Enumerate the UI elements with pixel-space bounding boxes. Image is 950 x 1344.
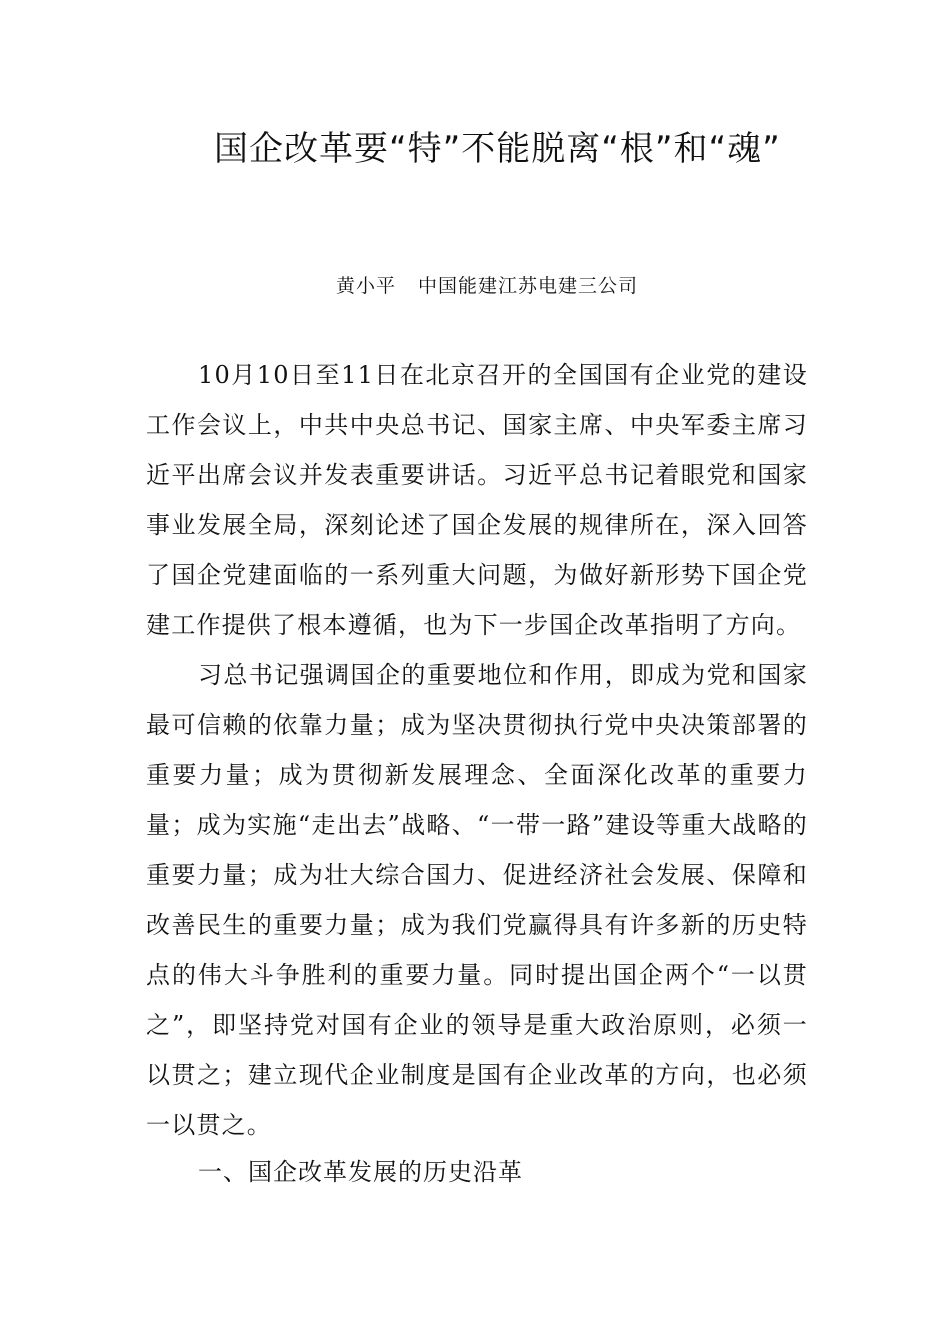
document-title: 国企改革要“特”不能脱离“根”和“魂” [214,129,781,169]
author-organization: 中国能建江苏电建三公司 [418,275,639,297]
section-heading: 一、国企改革发展的历史沿革 [198,1158,523,1186]
paragraph: 10月10日至11日在北京召开的全国国有企业党的建设工作会议上，中共中央总书记、国家主席、中央军委主席习近平出席会议并发表重要讲话。习近平总书记着眼党和国家事业发展全局，深刻论述了国企发展的规律所在，深入回答了国企党建面临的一系列重大问题，为做好新形势下国企党建工作提供了根本遵循，也为下一步国企改革指明了方向。 [146,361,808,639]
byline [146,272,808,300]
paragraph: 习总书记强调国企的重要地位和作用，即成为党和国家最可信赖的依靠力量；成为坚决贯彻执行党中央决策部署的重要力量；成为贯彻新发展理念、全面深化改革的重要力量；成为实施“走出去”战略、“一带一路”建设等重大战略的重要力量；成为壮大综合国力、促进经济社会发展、保障和改善民生的重要力量；成为我们党赢得具有许多新的历史特点的伟大斗争胜利的重要力量。同时提出国企两个“一以贯之”，即坚持党对国有企业的领导是重大政治原则，必须一以贯之；建立现代企业制度是国有企业改革的方向，也必须一以贯之。 [146,661,808,1139]
author-name: 黄小平 [335,275,396,297]
body-text [146,350,808,1150]
